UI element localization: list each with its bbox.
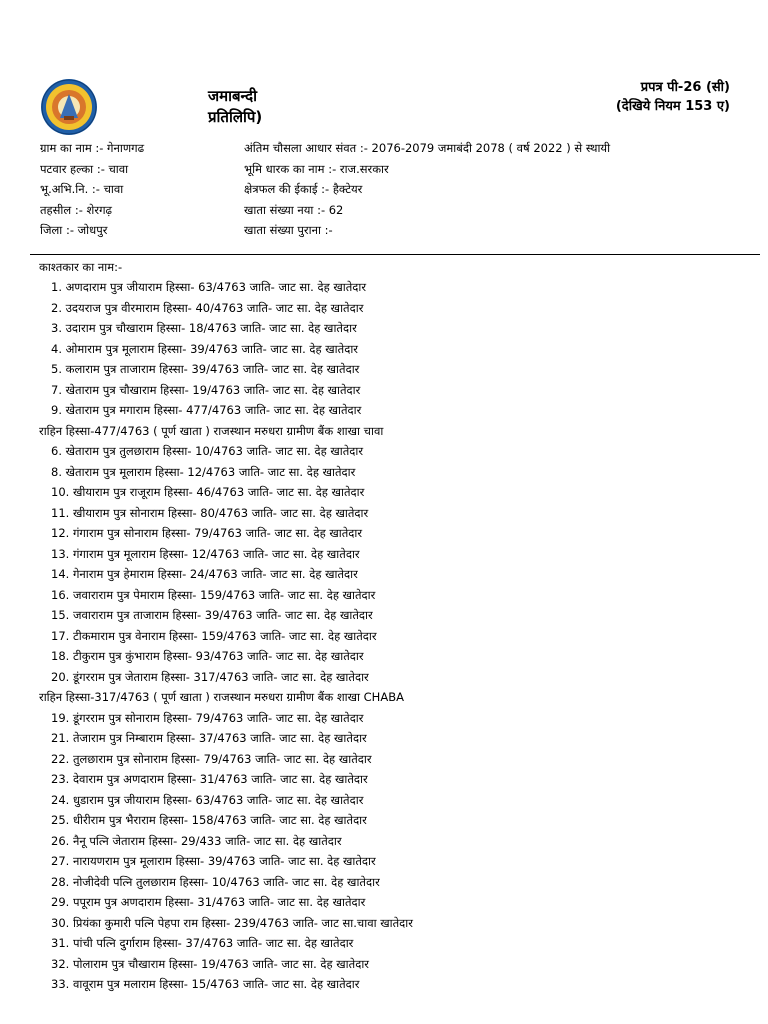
cultivator-entry: 25. धीरीराम पुत्र भैराराम हिस्सा- 158/4763 जाति- जाट सा. देह खातेदार xyxy=(51,813,367,827)
village-name: ग्राम का नाम :- गेनाणगढ xyxy=(40,141,145,155)
cultivator-entry: 9. खेताराम पुत्र मगाराम हिस्सा- 477/4763 जाति- जाट सा. देह खातेदार xyxy=(51,403,362,417)
cultivator-entry: 1. अणदाराम पुत्र जीयाराम हिस्सा- 63/4763 जाति- जाट सा. देह खातेदार xyxy=(51,280,367,294)
cultivators-list xyxy=(39,258,413,995)
cultivator-entry: 8. खेताराम पुत्र मूलाराम हिस्सा- 12/4763 जाति- जाट सा. देह खातेदार xyxy=(51,464,356,479)
cultivator-entry: 3. उदाराम पुत्र चौखाराम हिस्सा- 18/4763 जाति- जाट सा. देह खातेदार xyxy=(51,321,357,335)
cultivator-entry: 13. गंगाराम पुत्र मूलाराम हिस्सा- 12/4763 जाति- जाट सा. देह खातेदार xyxy=(51,546,360,561)
account-details xyxy=(244,138,610,241)
rule-reference: (देखिये नियम 153 ए) xyxy=(615,99,730,114)
cultivator-entry: 20. डूंगरराम पुत्र जेताराम हिस्सा- 317/4763 जाति- जाट सा. देह खातेदार xyxy=(51,669,369,684)
cultivators-heading: काश्तकार का नाम:- xyxy=(39,260,123,274)
title-line-1: जमाबन्दी xyxy=(208,87,258,105)
cultivator-entry: 7. खेताराम पुत्र चौखाराम हिस्सा- 19/4763 जाति- जाट सा. देह खातेदार xyxy=(51,382,361,397)
cultivator-entry: 26. नैनू पत्नि जेताराम हिस्सा- 29/433 जाति- जाट सा. देह खातेदार xyxy=(51,833,342,848)
land-record-inspector: भू.अभि.नि. :- चावा xyxy=(40,182,124,196)
new-account-number: खाता संख्या नया :- 62 xyxy=(244,202,344,217)
cultivator-entry: 23. देवाराम पुत्र अणदाराम हिस्सा- 31/4763 जाति- जाट सा. देह खातेदार xyxy=(51,772,368,786)
cultivator-entry: 19. डूंगरराम पुत्र सोनाराम हिस्सा- 79/4763 जाति- जाट सा. देह खातेदार xyxy=(51,710,364,725)
cultivator-entry: 32. पोलाराम पुत्र चौखाराम हिस्सा- 19/4763 जाति- जाट सा. देह खातेदार xyxy=(51,956,369,971)
cultivator-entry: 30. प्रियंका कुमारी पत्नि पेहपा राम हिस्सा- 239/4763 जाति- जाट सा.चावा खातेदार xyxy=(51,915,413,930)
cultivator-entry: 33. वावूराम पुत्र मलाराम हिस्सा- 15/4763 जाति- जाट सा. देह खातेदार xyxy=(51,977,360,991)
document-title xyxy=(208,86,262,128)
cultivator-entry: 12. गंगाराम पुत्र सोनाराम हिस्सा- 79/4763 जाति- जाट सा. देह खातेदार xyxy=(51,526,363,540)
cultivator-entry: 17. टीकमाराम पुत्र वेनाराम हिस्सा- 159/4763 जाति- जाट सा. देह खातेदार xyxy=(51,628,377,643)
lien-entry: राहिन हिस्सा-477/4763 ( पूर्ण खाता ) राजस्थान मरुधरा ग्रामीण बैंक शाखा चावा xyxy=(39,423,384,438)
form-number: प्रपत्र पी-26 (सी) xyxy=(640,80,730,95)
area-unit: क्षेत्रफल की ईकाई :- हैक्टेयर xyxy=(244,182,363,196)
cultivator-entry: 14. गेनाराम पुत्र हेमाराम हिस्सा- 24/4763 जाति- जाट सा. देह खातेदार xyxy=(51,567,358,581)
cultivator-entry: 10. खीयाराम पुत्र राजूराम हिस्सा- 46/4763 जाति- जाट सा. देह खातेदार xyxy=(51,485,365,499)
cultivator-entry: 6. खेताराम पुत्र तुलछाराम हिस्सा- 10/4763 जाति- जाट सा. देह खातेदार xyxy=(51,444,364,458)
settlement-basis: अंतिम चौसला आधार संवत :- 2076-2079 जमाबंदी 2078 ( वर्ष 2022 ) से स्थायी xyxy=(244,141,611,155)
government-seal-icon xyxy=(40,78,98,136)
cultivator-entry: 28. नोजीदेवी पत्नि तुलछाराम हिस्सा- 10/4763 जाति- जाट सा. देह खातेदार xyxy=(51,874,380,889)
cultivator-entry: 21. तेजाराम पुत्र निम्बाराम हिस्सा- 37/4763 जाति- जाट सा. देह खातेदार xyxy=(51,731,367,745)
cultivator-entry: 5. कलाराम पुत्र ताजाराम हिस्सा- 39/4763 जाति- जाट सा. देह खातेदार xyxy=(51,362,360,376)
cultivator-entry: 27. नारायणराम पुत्र मूलाराम हिस्सा- 39/4763 जाति- जाट सा. देह खातेदार xyxy=(51,854,376,868)
cultivator-entry: 22. तुलछाराम पुत्र सोनाराम हिस्सा- 79/4763 जाति- जाट सा. देह खातेदार xyxy=(51,751,372,766)
form-reference xyxy=(616,78,730,116)
location-details xyxy=(40,138,144,241)
district: जिला :- जोधपुर xyxy=(40,223,108,237)
cultivator-entry: 31. पांची पत्नि दुर्गाराम हिस्सा- 37/4763 जाति- जाट सा. देह खातेदार xyxy=(51,936,354,950)
old-account-number: खाता संख्या पुराना :- xyxy=(244,223,333,237)
tehsil: तहसील :- शेरगढ़ xyxy=(40,202,113,217)
cultivator-entry: 16. जवाराराम पुत्र पेमाराम हिस्सा- 159/4763 जाति- जाट सा. देह खातेदार xyxy=(51,587,376,602)
cultivator-entry: 18. टीकुराम पुत्र कुंभाराम हिस्सा- 93/4763 जाति- जाट सा. देह खातेदार xyxy=(51,649,364,663)
cultivator-entry: 11. खीयाराम पुत्र सोनाराम हिस्सा- 80/4763 जाति- जाट सा. देह खातेदार xyxy=(51,505,369,520)
cultivator-entry: 24. धुडाराम पुत्र जीयाराम हिस्सा- 63/4763 जाति- जाट सा. देह खातेदार xyxy=(51,792,364,807)
cultivator-entry: 2. उदयराज पुत्र वीरमाराम हिस्सा- 40/4763 जाति- जाट सा. देह खातेदार xyxy=(51,300,364,315)
title-line-2: प्रतिलिपि) xyxy=(208,108,263,126)
land-holder-name: भूमि धारक का नाम :- राज.सरकार xyxy=(244,161,389,176)
cultivator-rows xyxy=(39,277,413,995)
cultivator-entry: 29. पपूराम पुत्र अणदाराम हिस्सा- 31/4763 जाति- जाट सा. देह खातेदार xyxy=(51,895,366,909)
lien-entry: राहिन हिस्सा-317/4763 ( पूर्ण खाता ) राजस्थान मरुधरा ग्रामीण बैंक शाखा CHABA xyxy=(39,690,404,704)
cultivator-entry: 15. जवाराराम पुत्र ताजाराम हिस्सा- 39/4763 जाति- जाट सा. देह खातेदार xyxy=(51,608,373,622)
patwar-circle: पटवार हल्का :- चावा xyxy=(40,161,129,176)
section-divider xyxy=(30,254,760,255)
cultivator-entry: 4. ओमाराम पुत्र मूलाराम हिस्सा- 39/4763 जाति- जाट सा. देह खातेदार xyxy=(51,341,358,356)
